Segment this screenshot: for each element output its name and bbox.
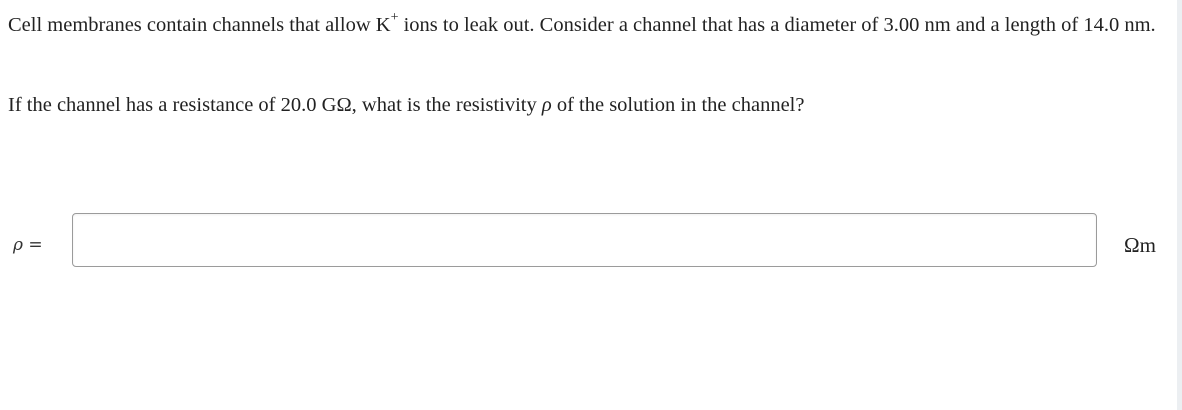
resistivity-symbol: ρ [541, 94, 552, 116]
question-prompt [8, 88, 1168, 122]
question-intro-text-1: Cell membranes contain channels that allow K [8, 14, 391, 36]
answer-label-symbol: ρ [13, 235, 23, 255]
question-prompt-text-2: of the solution in the channel? [551, 94, 805, 116]
answer-label-equals: = [23, 235, 43, 255]
page-right-border [1177, 0, 1182, 410]
answer-label [13, 232, 43, 258]
question-prompt-text-1: If the channel has a resistance of 20.0 GΩ, what is the resistivity [8, 94, 542, 116]
ion-charge-superscript: + [390, 10, 399, 26]
answer-input[interactable] [72, 213, 1097, 267]
question-intro [8, 8, 1168, 42]
question-intro-text-2: ions to leak out. Consider a channel that has a diameter of 3.00 nm and a length of 14.0 nm. [398, 14, 1156, 36]
unit-label: Ωm [1124, 233, 1156, 257]
